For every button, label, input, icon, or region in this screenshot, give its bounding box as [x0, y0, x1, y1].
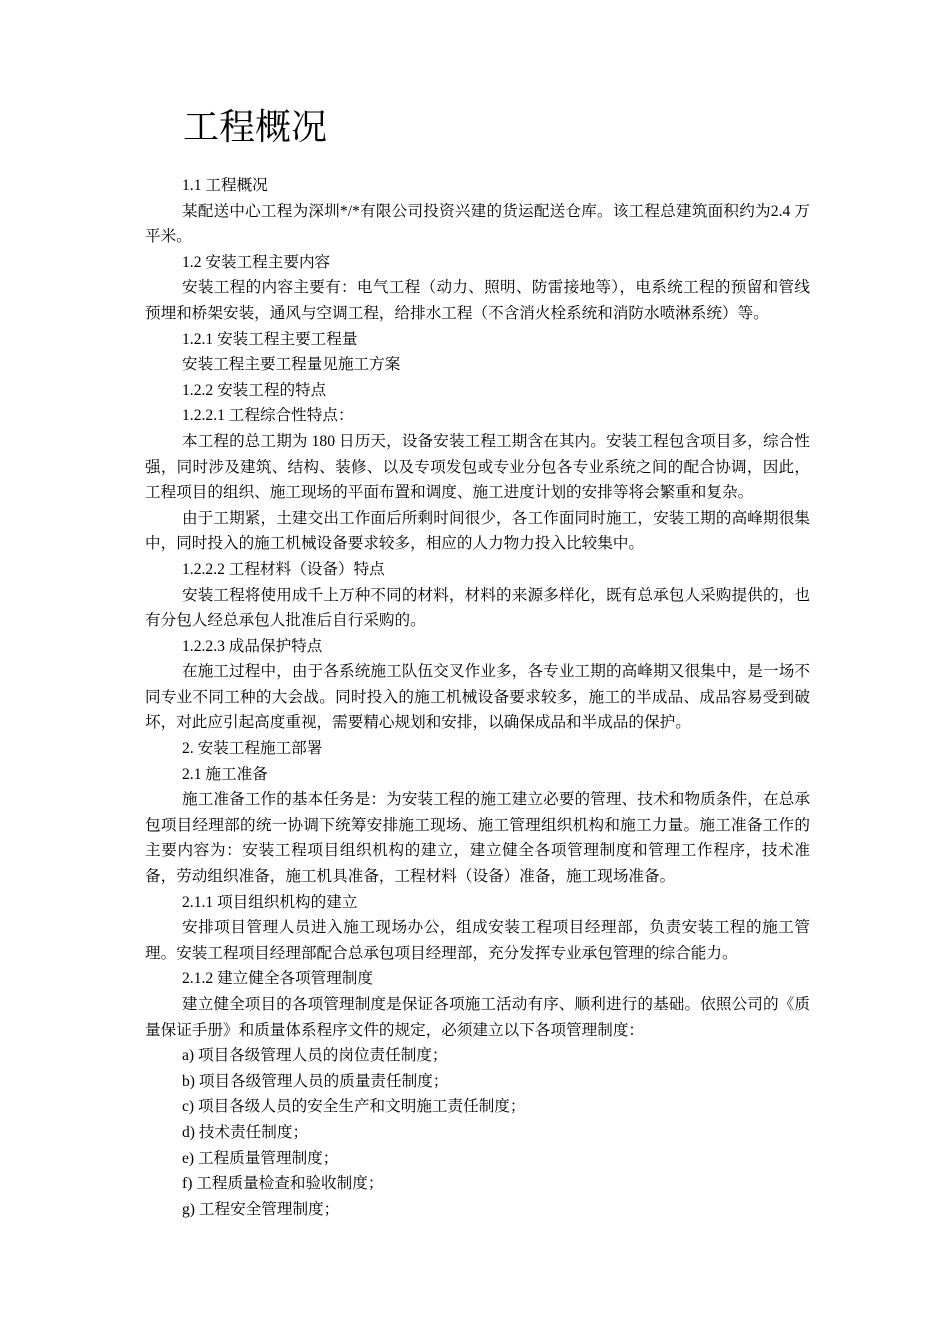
list-item: c) 项目各级人员的安全生产和文明施工责任制度； [182, 1098, 526, 1116]
list-item: a) 项目各级管理人员的岗位责任制度； [182, 1047, 448, 1065]
list-item: b) 项目各级管理人员的质量责任制度； [182, 1072, 449, 1090]
list-item: d) 技术责任制度； [182, 1123, 309, 1141]
section-heading: 1.2.1 安装工程主要工程量 [182, 330, 358, 348]
section-heading: 2. 安装工程施工部署 [182, 740, 323, 758]
paragraph: 安装工程将使用成千上万种不同的材料，材料的来源多样化，既有总承包人采购提供的，也有分包人经总承包人批准后自行采购的。 [145, 586, 810, 630]
section-heading: 1.2.2.1 工程综合性特点： [182, 407, 354, 425]
section-heading: 1.2.2 安装工程的特点 [182, 381, 327, 399]
list-item: e) 工程质量管理制度； [182, 1149, 339, 1167]
section-heading: 2.1 施工准备 [182, 765, 268, 783]
page-title: 工程概况 [183, 107, 328, 147]
section-heading: 1.1 工程概况 [182, 177, 268, 194]
paragraph: 本工程的总工期为 180 日历天，设备安装工程工期含在其内。安装工程包含项目多，综合性强，同时涉及建筑、结构、装修、以及专项发包或专业分包各专业系统之间的配合协调，因此，工程项目的组织、施工现场的平面布置和调度、施工进度计划的安排等将会繁重和复杂。 [145, 432, 810, 502]
paragraph: 施工准备工作的基本任务是：为安装工程的施工建立必要的管理、技术和物质条件，在总承包项目经理部的统一协调下统筹安排施工现场、施工管理组织机构和施工力量。施工准备工作的主要内容为：安装工程项目组织机构的建立，建立健全各项管理制度和管理工作程序，技术准备，劳动组织准备，施工机具准备，工程材料（设备）准备，施工现场准备。 [145, 791, 810, 886]
section-heading: 2.1.2 建立健全各项管理制度 [182, 970, 374, 988]
section-heading: 1.2.2.2 工程材料（设备）特点 [182, 560, 385, 578]
list-item: g) 工程安全管理制度； [182, 1200, 340, 1218]
document-body [145, 173, 810, 1222]
paragraph: 安装工程主要工程量见施工方案 [182, 356, 401, 374]
paragraph: 安排项目管理人员进入施工现场办公，组成安装工程项目经理部，负责安装工程的施工管理。安装工程项目经理部配合总承包项目经理部，充分发挥专业承包管理的综合能力。 [145, 919, 810, 962]
paragraph: 在施工过程中，由于各系统施工队伍交叉作业多，各专业工期的高峰期又很集中，是一场不同专业不同工种的大会战。同时投入的施工机械设备要求较多，施工的半成品、成品容易受到破坏，对此应引起高度重视，需要精心规划和安排，以确保成品和半成品的保护。 [145, 663, 810, 732]
section-heading: 1.2 安装工程主要内容 [182, 253, 331, 271]
section-heading: 2.1.1 项目组织机构的建立 [182, 893, 358, 911]
section-heading: 1.2.2.3 成品保护特点 [182, 637, 323, 655]
paragraph: 建立健全项目的各项管理制度是保证各项施工活动有序、顺利进行的基础。依照公司的《质量保证手册》和质量体系程序文件的规定，必须建立以下各项管理制度： [145, 996, 810, 1039]
paragraph: 安装工程的内容主要有：电气工程（动力、照明、防雷接地等），电系统工程的预留和管线预埋和桥架安装，通风与空调工程，给排水工程（不含消火栓系统和消防水喷淋系统）等。 [145, 279, 810, 322]
paragraph: 某配送中心工程为深圳*/*有限公司投资兴建的货运配送仓库。该工程总建筑面积约为2.4 万平米。 [145, 202, 810, 246]
paragraph: 由于工期紧，土建交出工作面后所剩时间很少，各工作面同时施工，安装工期的高峰期很集中，同时投入的施工机械设备要求较多，相应的人力物力投入比较集中。 [145, 509, 810, 553]
list-item: f) 工程质量检查和验收制度； [182, 1175, 384, 1193]
